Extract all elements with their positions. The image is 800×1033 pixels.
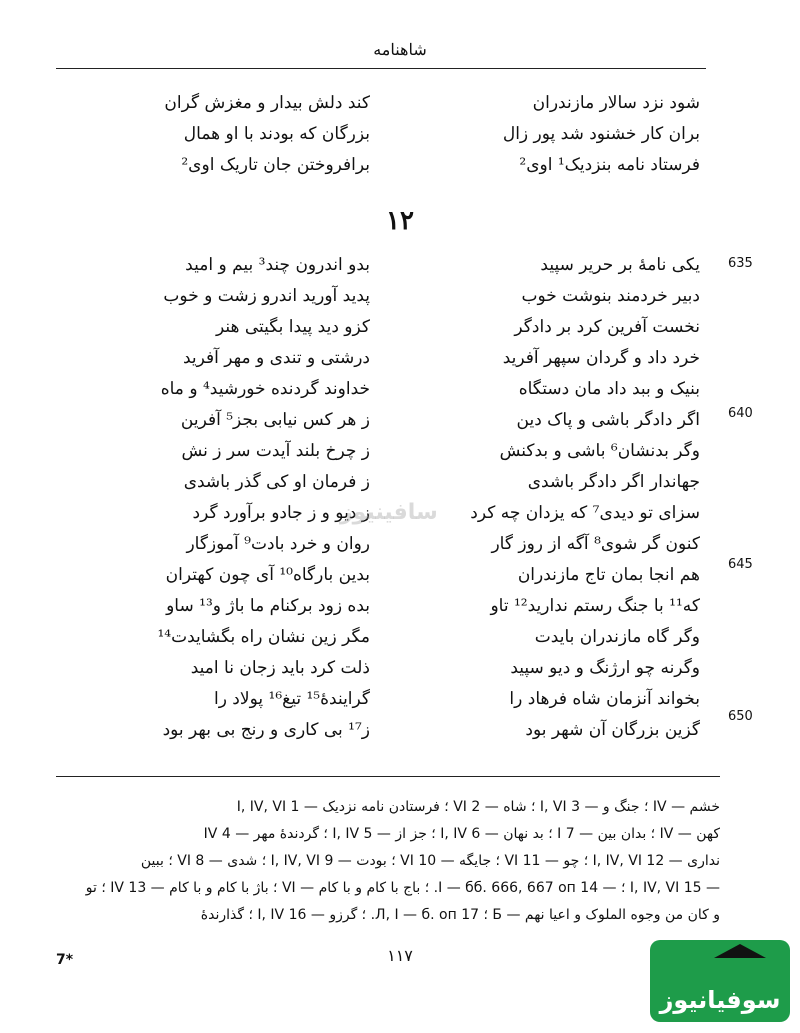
verse-line: بدین بارگاه¹⁰ آی چون کهتران — [165, 565, 370, 585]
verse-line: ز هر کس نیابی بجز⁵ آفرین — [180, 410, 370, 430]
verse-number: 640 — [728, 406, 753, 421]
verse-line: گزین بزرگان آن شهر بود — [525, 720, 700, 740]
header-divider — [56, 68, 706, 69]
main-right-column — [400, 250, 700, 746]
verse-line: درشتی و تندی و مهر آفرید — [182, 348, 370, 368]
verse-line: جهاندار اگر دادگر باشدی — [527, 472, 700, 492]
verse-number: 650 — [728, 709, 753, 724]
verse-number: 645 — [728, 557, 753, 572]
section-number: ۱۲ — [386, 206, 414, 236]
verse-line: خرد داد و گردان سپهر آفرید — [502, 348, 700, 368]
main-left-column — [52, 250, 370, 746]
verse-line: فرستاد نامه بنزدیک¹ اوی² — [519, 155, 700, 175]
verse-line: بدو اندرون چند³ بیم و امید — [185, 255, 370, 275]
footnote-line: و کان من وجوه الملوک و اعیا نهم — Б ؛ 17 Л, I — б. оп. ؛ گرزو — 16 I, IV ؛ گذارندهٔ — [200, 907, 720, 923]
verse-line: بران کار خشنود شد پور زال — [502, 124, 700, 144]
verse-line: ز¹⁷ بی کاری و رنج بی بهر بود — [162, 720, 370, 740]
graduation-cap-icon — [714, 944, 766, 958]
verse-line: روان و خرد بادت⁹ آموزگار — [186, 534, 370, 554]
running-header: شاهنامه — [373, 40, 427, 59]
verse-line: سزای تو دیدی⁷ که یزدان چه کرد — [470, 503, 700, 523]
verse-line: گرایندهٔ¹⁵ تیغ¹⁶ پولاد را — [213, 689, 370, 709]
verse-line: وگر بدنشان⁶ باشی و بدکنش — [499, 441, 700, 461]
verse-line: بخواند آنزمان شاه فرهاد را — [509, 689, 700, 709]
footnote-line: کهن — IV ؛ بدان بین — 7 I ؛ بد نهان — 6 I, IV ؛ جز از — 5 I, IV ؛ گردندهٔ مهر — 4 IV — [203, 826, 720, 842]
footnote-line: — 15 I, IV, VI ؛ — 14 I — бб. 666, 667 оп. ؛ باج با کام و با کام — VI ؛ باژ با کام و با کام — 13 IV ؛ تو — [85, 880, 720, 896]
verse-line: ز فرمان او کی گذر باشدی — [183, 472, 370, 492]
logo-text: سوفیانیوز — [659, 986, 781, 1014]
verse-line: وگرنه چو ارژنگ و دیو سپید — [510, 658, 700, 678]
verse-line: بزرگان که بودند با او همال — [183, 124, 370, 144]
verse-line: که¹¹ با جنگ رستم ندارید¹² تاو — [490, 596, 700, 616]
footnote-line: خشم — IV ؛ جنگ و — 3 I, VI ؛ شاه — 2 VI ؛ فرستادن نامه نزدیک — 1 I, IV, VI — [236, 799, 720, 815]
verse-line: ز چرخ بلند آیدت سر ز نش — [181, 441, 370, 461]
footnote-divider — [56, 776, 720, 777]
footnote-line: ندارى — 12 I, IV, VI ؛ چو — 11 VI ؛ جایگه — 10 VI ؛ بودت — 9 I, IV, VI ؛ شدی — 8 VI ؛ ببین — [140, 853, 720, 869]
verse-line: کنون گر شوی⁸ آگه از روز گار — [491, 534, 700, 554]
verse-line: بده زود برکنام ما باژ و¹³ ساو — [166, 596, 370, 616]
site-logo — [650, 940, 790, 1022]
verse-line: هم انجا بمان تاج مازندران — [517, 565, 700, 585]
verse-line: نخست آفرین کرد بر دادگر — [514, 317, 700, 337]
verse-number: 635 — [728, 256, 753, 271]
page-number: ۱۱۷ — [387, 946, 413, 965]
verse-line: شود نزد سالار مازندران — [532, 93, 700, 113]
verse-line: ذلت کرد باید زجان نا امید — [190, 658, 370, 678]
verse-line: پدید آورید اندرو زشت و خوب — [163, 286, 370, 306]
verse-line: کند دلش بیدار و مغزش گران — [164, 93, 370, 113]
top-left-column — [52, 88, 370, 181]
verse-line: اگر دادگر باشی و پاک دین — [516, 410, 700, 430]
verse-line: بنیک و ببد داد مان دستگاه — [518, 379, 700, 399]
watermark: سافینیوز — [340, 500, 438, 525]
top-right-column — [400, 88, 700, 181]
verse-line: برافروختن جان تاریک اوی² — [181, 155, 370, 175]
verse-line: یکی نامهٔ بر حریر سپید — [540, 255, 700, 275]
verse-line: دبیر خردمند بنوشت خوب — [521, 286, 700, 306]
verse-line: مگر زین نشان راه بگشایدت¹⁴ — [157, 627, 370, 647]
signature-mark: 7* — [56, 952, 74, 968]
verse-line: کزو دید پیدا بگیتی هنر — [215, 317, 370, 337]
verse-line: خداوند گردنده خورشید⁴ و ماه — [160, 379, 370, 399]
footnotes — [56, 794, 720, 929]
verse-line: ز دیو و ز جادو برآورد گرد — [192, 503, 370, 523]
verse-line: وگر گاه مازندران بایدت — [534, 627, 700, 647]
